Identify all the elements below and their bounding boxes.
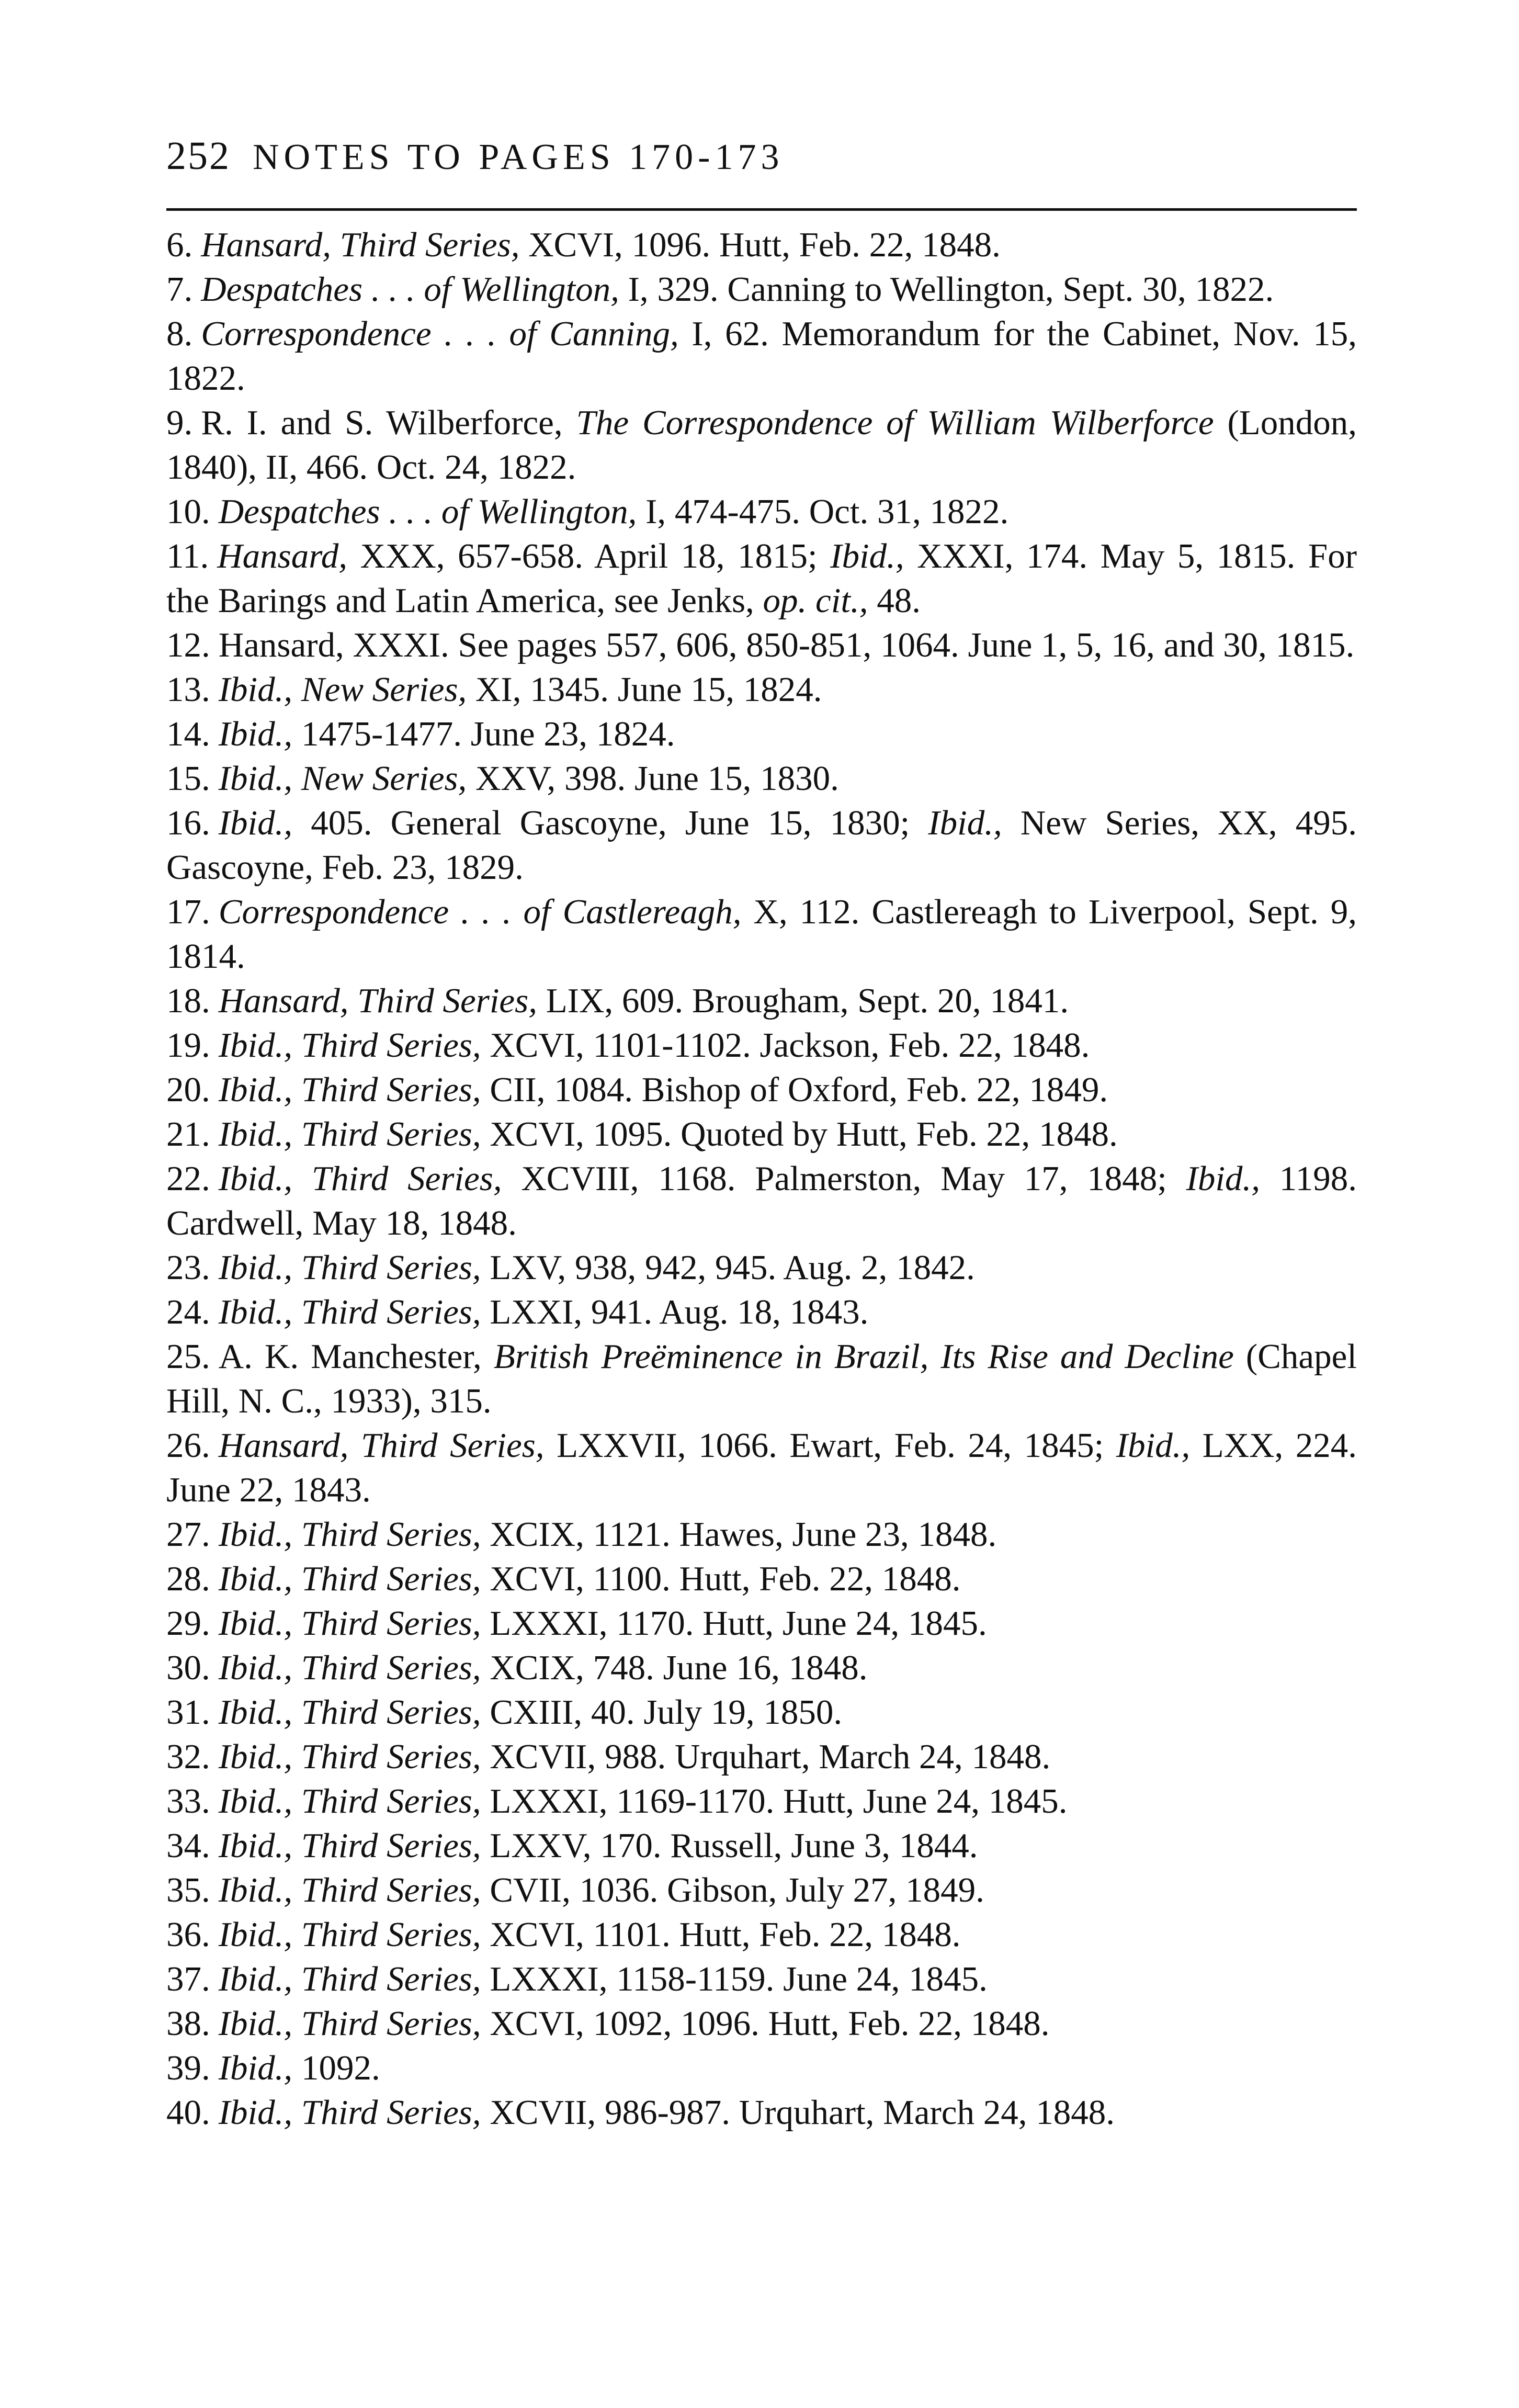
note-item xyxy=(166,712,1357,756)
note-text: LXXVII, 1066. Ewart, Feb. 24, 1845; xyxy=(544,1426,1116,1465)
note-text: XCVI, 1100. Hutt, Feb. 22, 1848. xyxy=(481,1559,961,1598)
note-item xyxy=(166,267,1357,312)
note-number: 12. xyxy=(166,626,210,664)
note-italic-text: Despatches . . . of Wellington, xyxy=(201,270,619,309)
note-text: New Series, XX, 495. Gascoyne, Feb. 23, 1829. xyxy=(166,804,1357,887)
note-number: 13. xyxy=(166,670,210,709)
note-text: 1092. xyxy=(292,2049,380,2087)
note-number: 17. xyxy=(166,892,210,931)
note-text: XCIX, 1121. Hawes, June 23, 1848. xyxy=(481,1515,997,1554)
note-number: 33. xyxy=(166,1782,210,1821)
note-number: 30. xyxy=(166,1648,210,1687)
note-number: 28. xyxy=(166,1559,210,1598)
note-number: 38. xyxy=(166,2004,210,2043)
note-italic-text: Ibid., Third Series, xyxy=(218,1960,481,1998)
note-text: LXXXI, 1169-1170. Hutt, June 24, 1845. xyxy=(481,1782,1068,1821)
note-text: I, 329. Canning to Wellington, Sept. 30, 1822. xyxy=(619,270,1274,309)
note-item xyxy=(166,623,1357,668)
note-italic-text: Ibid., xyxy=(218,804,293,842)
note-number: 40. xyxy=(166,2093,210,2132)
note-item xyxy=(166,1779,1357,1824)
note-italic-text: Ibid., xyxy=(1186,1159,1260,1198)
note-item xyxy=(166,801,1357,890)
note-text: LIX, 609. Brougham, Sept. 20, 1841. xyxy=(537,981,1069,1020)
note-italic-text: Ibid., xyxy=(218,2049,293,2087)
note-italic-text: Ibid., Third Series, xyxy=(218,1293,481,1331)
note-item xyxy=(166,490,1357,534)
note-number: 10. xyxy=(166,492,210,531)
note-item xyxy=(166,1023,1357,1068)
note-item xyxy=(166,1957,1357,2002)
running-head: NOTES TO PAGES 170-173 xyxy=(253,137,784,177)
note-italic-text: Ibid., Third Series, xyxy=(218,2093,481,2132)
note-item xyxy=(166,1112,1357,1157)
note-text: XI, 1345. June 15, 1824. xyxy=(467,670,822,709)
note-text: XCVIII, 1168. Palmerston, May 17, 1848; xyxy=(502,1159,1186,1198)
note-item xyxy=(166,223,1357,267)
note-text: LXXXI, 1158-1159. June 24, 1845. xyxy=(481,1960,988,1998)
note-number: 14. xyxy=(166,715,210,753)
note-item xyxy=(166,890,1357,979)
note-italic-text: Ibid., New Series, xyxy=(218,670,467,709)
note-item xyxy=(166,1735,1357,1779)
note-italic-text: Ibid., Third Series, xyxy=(218,1026,481,1065)
note-text: A. K. Manchester, xyxy=(218,1337,494,1376)
note-number: 24. xyxy=(166,1293,210,1331)
note-item xyxy=(166,1157,1357,1246)
note-number: 21. xyxy=(166,1115,210,1154)
note-italic-text: Ibid., Third Series, xyxy=(218,1248,481,1287)
note-italic-text: Correspondence . . . of Canning, xyxy=(201,314,679,353)
note-number: 26. xyxy=(166,1426,210,1465)
note-italic-text: Ibid., Third Series, xyxy=(218,1871,481,1909)
note-item xyxy=(166,1868,1357,1913)
note-number: 6. xyxy=(166,225,193,264)
note-item xyxy=(166,401,1357,490)
note-text: XCVI, 1101-1102. Jackson, Feb. 22, 1848. xyxy=(481,1026,1090,1065)
note-italic-text: Correspondence . . . of Castlereagh, xyxy=(218,892,742,931)
note-number: 20. xyxy=(166,1070,210,1109)
note-text: XCIX, 748. June 16, 1848. xyxy=(481,1648,868,1687)
note-italic-text: Ibid., xyxy=(928,804,1002,842)
note-number: 31. xyxy=(166,1693,210,1732)
note-text: XCVI, 1095. Quoted by Hutt, Feb. 22, 1848. xyxy=(481,1115,1118,1154)
header-rule xyxy=(166,208,1357,211)
note-text: Hansard, XXXI. See pages 557, 606, 850-851, 1064. June 1, 5, 16, and 30, 1815. xyxy=(218,626,1355,664)
note-item xyxy=(166,1068,1357,1112)
note-item xyxy=(166,2090,1357,2135)
note-italic-text: Ibid., xyxy=(830,537,904,575)
note-text: LXXI, 941. Aug. 18, 1843. xyxy=(481,1293,869,1331)
notes-list xyxy=(166,223,1357,2135)
note-number: 15. xyxy=(166,759,210,798)
note-text: (London, 1840), II, 466. Oct. 24, 1822. xyxy=(166,403,1357,487)
note-item xyxy=(166,1423,1357,1512)
note-number: 39. xyxy=(166,2049,210,2087)
note-italic-text: Ibid., Third Series, xyxy=(218,1115,481,1154)
note-text: CXIII, 40. July 19, 1850. xyxy=(481,1693,843,1732)
note-text: XXV, 398. June 15, 1830. xyxy=(467,759,839,798)
note-text: XXXI, 174. May 5, 1815. For the Barings and Latin America, see Jenks, xyxy=(166,537,1357,620)
note-italic-text: Ibid., Third Series, xyxy=(218,1559,481,1598)
note-text: 405. General Gascoyne, June 15, 1830; xyxy=(292,804,928,842)
note-italic-text: Ibid., Third Series, xyxy=(218,1648,481,1687)
note-item xyxy=(166,1690,1357,1735)
note-text: XCVII, 988. Urquhart, March 24, 1848. xyxy=(481,1737,1051,1776)
note-number: 8. xyxy=(166,314,193,353)
note-italic-text: Hansard, Third Series, xyxy=(218,981,537,1020)
note-text: 1475-1477. June 23, 1824. xyxy=(292,715,675,753)
page-number: 252 xyxy=(166,134,231,178)
note-number: 23. xyxy=(166,1248,210,1287)
note-text: 48. xyxy=(868,581,921,620)
note-item xyxy=(166,1601,1357,1646)
note-item xyxy=(166,756,1357,801)
note-italic-text: The Correspondence of William Wilberforce xyxy=(576,403,1214,442)
note-number: 34. xyxy=(166,1826,210,1865)
note-text: LXXXI, 1170. Hutt, June 24, 1845. xyxy=(481,1604,987,1643)
note-number: 27. xyxy=(166,1515,210,1554)
note-number: 9. xyxy=(166,403,193,442)
note-italic-text: British Preëminence in Brazil, Its Rise and Decline xyxy=(493,1337,1234,1376)
note-italic-text: Ibid., Third Series, xyxy=(218,1915,481,1954)
note-item xyxy=(166,2002,1357,2046)
note-text: LXXV, 170. Russell, June 3, 1844. xyxy=(481,1826,978,1865)
page-header xyxy=(166,133,1357,196)
note-number: 32. xyxy=(166,1737,210,1776)
note-italic-text: Ibid., Third Series, xyxy=(218,1159,502,1198)
note-text: CII, 1084. Bishop of Oxford, Feb. 22, 1849. xyxy=(481,1070,1108,1109)
note-number: 18. xyxy=(166,981,210,1020)
note-italic-text: Ibid., Third Series, xyxy=(218,2004,481,2043)
note-italic-text: Ibid., New Series, xyxy=(218,759,467,798)
note-text: CVII, 1036. Gibson, July 27, 1849. xyxy=(481,1871,984,1909)
note-text: I, 474-475. Oct. 31, 1822. xyxy=(637,492,1009,531)
note-italic-text: Ibid., xyxy=(1116,1426,1191,1465)
note-item xyxy=(166,1512,1357,1557)
note-text: LXV, 938, 942, 945. Aug. 2, 1842. xyxy=(481,1248,975,1287)
note-number: 37. xyxy=(166,1960,210,1998)
note-item xyxy=(166,979,1357,1023)
note-italic-text: Ibid., Third Series, xyxy=(218,1515,481,1554)
note-number: 36. xyxy=(166,1915,210,1954)
note-italic-text: Ibid., Third Series, xyxy=(218,1782,481,1821)
note-number: 25. xyxy=(166,1337,210,1376)
note-item xyxy=(166,2046,1357,2090)
note-item xyxy=(166,1557,1357,1601)
note-item xyxy=(166,534,1357,623)
note-text: LXX, 224. June 22, 1843. xyxy=(166,1426,1357,1509)
note-number: 16. xyxy=(166,804,210,842)
note-italic-text: Hansard, xyxy=(217,537,348,575)
note-italic-text: Ibid., Third Series, xyxy=(218,1826,481,1865)
note-text: (Chapel Hill, N. C., 1933), 315. xyxy=(166,1337,1357,1420)
note-item xyxy=(166,668,1357,712)
note-italic-text: Ibid., Third Series, xyxy=(218,1604,481,1643)
note-italic-text: Ibid., xyxy=(218,715,293,753)
note-item xyxy=(166,1290,1357,1335)
note-number: 11. xyxy=(166,537,209,575)
note-text: XCVI, 1096. Hutt, Feb. 22, 1848. xyxy=(519,225,1001,264)
note-text: XCVI, 1092, 1096. Hutt, Feb. 22, 1848. xyxy=(481,2004,1050,2043)
note-text: I, 62. Memorandum for the Cabinet, Nov. 15, 1822. xyxy=(166,314,1357,398)
note-italic-text: Hansard, Third Series, xyxy=(218,1426,545,1465)
note-text: XCVI, 1101. Hutt, Feb. 22, 1848. xyxy=(481,1915,961,1954)
note-text: XCVII, 986-987. Urquhart, March 24, 1848. xyxy=(481,2093,1115,2132)
note-number: 19. xyxy=(166,1026,210,1065)
note-italic-text: Ibid., Third Series, xyxy=(218,1070,481,1109)
note-italic-text: op. cit., xyxy=(763,581,868,620)
note-item xyxy=(166,312,1357,401)
note-number: 22. xyxy=(166,1159,210,1198)
note-item xyxy=(166,1913,1357,1957)
note-item xyxy=(166,1824,1357,1868)
note-item xyxy=(166,1246,1357,1290)
note-italic-text: Ibid., Third Series, xyxy=(218,1693,481,1732)
note-text: 1198. Cardwell, May 18, 1848. xyxy=(166,1159,1357,1242)
note-number: 29. xyxy=(166,1604,210,1643)
note-italic-text: Ibid., Third Series, xyxy=(218,1737,481,1776)
note-italic-text: Hansard, Third Series, xyxy=(201,225,520,264)
note-text: R. I. and S. Wilberforce, xyxy=(201,403,576,442)
note-number: 35. xyxy=(166,1871,210,1909)
note-text: X, 112. Castlereagh to Liverpool, Sept. 9, 1814. xyxy=(166,892,1357,976)
note-item xyxy=(166,1335,1357,1423)
note-italic-text: Despatches . . . of Wellington, xyxy=(218,492,637,531)
note-text: XXX, 657-658. April 18, 1815; xyxy=(347,537,831,575)
note-item xyxy=(166,1646,1357,1690)
note-number: 7. xyxy=(166,270,193,309)
